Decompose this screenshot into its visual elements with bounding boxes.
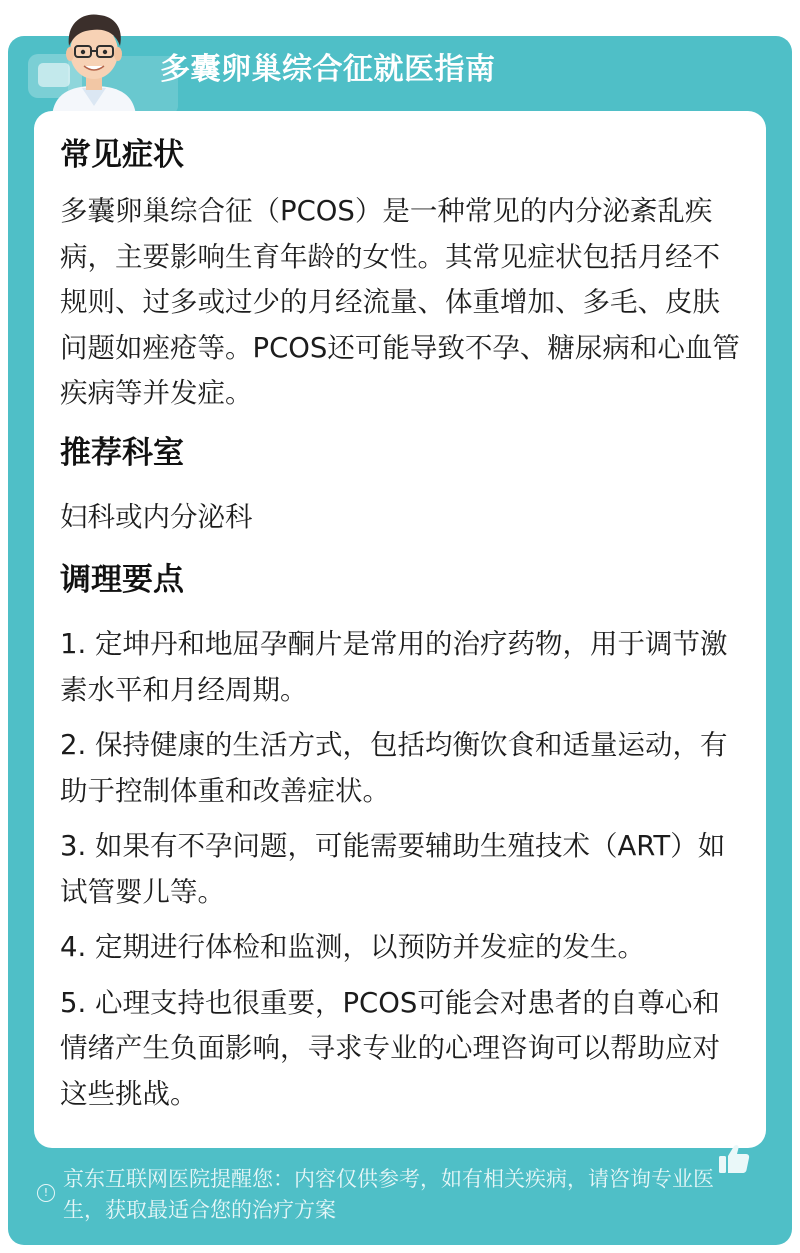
section-title-symptoms: 常见症状: [60, 137, 184, 173]
section-title-care-points: 调理要点: [60, 562, 184, 598]
care-point-item: 5. 心理支持也很重要，PCOS可能会对患者的自尊心和情绪产生负面影响，寻求专业的心理咨询可以帮助应对这些挑战。: [60, 986, 720, 1110]
care-point-item: 3. 如果有不孕问题，可能需要辅助生殖技术（ART）如试管婴儿等。: [60, 830, 726, 908]
section-title-department: 推荐科室: [60, 434, 184, 471]
department-text: 妇科或内分泌科: [60, 500, 253, 533]
thumbs-up-icon[interactable]: [717, 1142, 751, 1176]
care-point-item: 1. 定坤丹和地屈孕酮片是常用的治疗药物，用于调节激素水平和月经周期。: [60, 628, 728, 706]
care-point-item: 2. 保持健康的生活方式，包括均衡饮食和适量运动，有助于控制体重和改善症状。: [60, 729, 728, 807]
content-body: [60, 133, 744, 1127]
doctor-avatar: [44, 6, 144, 116]
page-title: 多囊卵巢综合征就医指南: [160, 52, 496, 87]
info-icon: !: [37, 1184, 55, 1202]
care-point-item: 4. 定期进行体检和监测，以预防并发症的发生。: [60, 931, 645, 963]
content-card: [34, 111, 766, 1148]
symptoms-text: 多囊卵巢综合征（PCOS）是一种常见的内分泌紊乱疾病，主要影响生育年龄的女性。其常见症状包括月经不规则、过多或过少的月经流量、体重增加、多毛、皮肤问题如痤疮等。PCOS还可能导致不孕、糖尿病和心血管疾病等并发症。: [60, 195, 740, 409]
footer-notice-text: 京东互联网医院提醒您：内容仅供参考，如有相关疾病，请咨询专业医生，获取最适合您的治疗方案: [63, 1167, 714, 1222]
footer-notice: [34, 1164, 734, 1228]
